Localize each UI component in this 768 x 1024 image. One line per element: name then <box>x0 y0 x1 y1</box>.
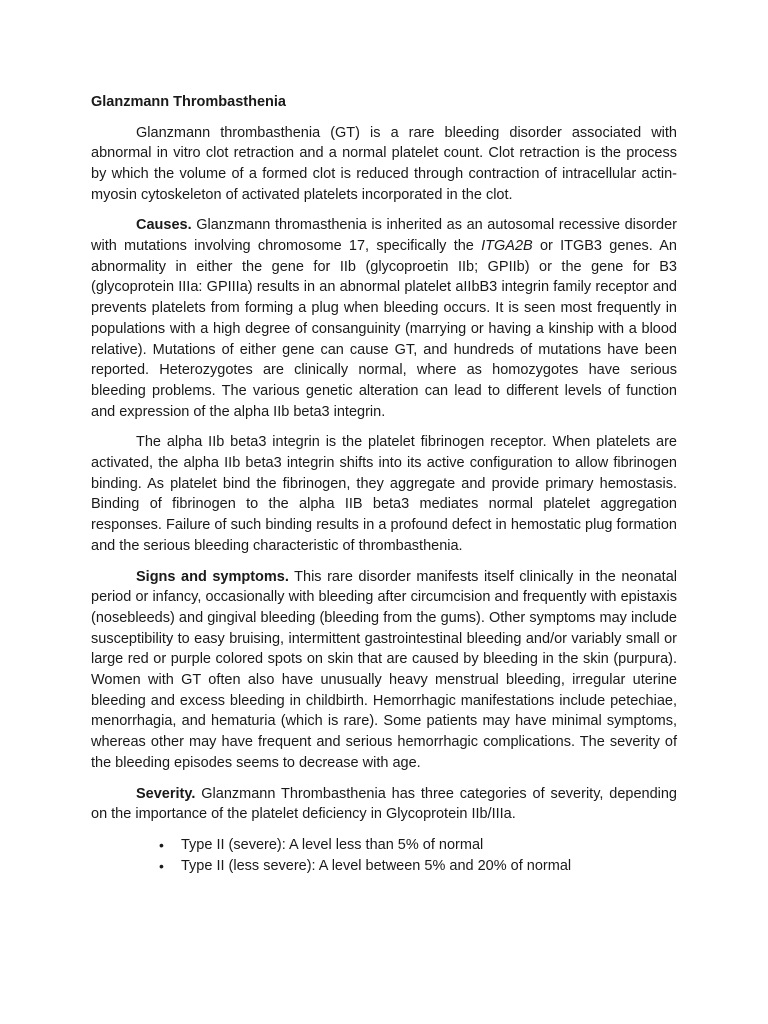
list-item <box>159 835 677 856</box>
severity-heading: Severity. <box>136 785 196 802</box>
list-item-text: Type II (less severe): A level between 5% and 20% of normal <box>181 857 572 874</box>
document-title: Glanzmann Thrombasthenia <box>91 94 286 110</box>
signs-heading: Signs and symptoms. <box>136 568 289 585</box>
signs-text: This rare disorder manifests itself clinically in the neonatal period or infancy, occasionally with bleeding after circumcision and frequently with epistaxis (nosebleeds) and gingival bleeding (bleeding from the gums). Other symptoms may include susceptibility to easy bruising, intermittent gastrointestinal bleeding and/or variably small or large red or purple colored spots on skin that are caused by bleeding in the skin (purpura). Women with GT often also have unusually heavy menstrual bleeding, irregular uterine bleeding and excess bleeding in childbirth. Hemorrhagic manifestations include petechiae, menorrhagia, and hematuria (which is rare). Some patients may have minimal symptoms, whereas other may have frequent and serious hemorrhagic complications. The severity of the bleeding episodes seems to decrease with age. <box>91 568 677 771</box>
list-item <box>159 856 677 877</box>
list-item-text: Type II (severe): A level less than 5% of normal <box>181 837 484 853</box>
intro-paragraph: Glanzmann thrombasthenia (GT) is a rare bleeding disorder associated with abnormal in vitro clot retraction and a normal platelet count. Clot retraction is the process by which the volume of a formed clot is reduced through contraction of intracellular actin-myosin cytoskeleton of activated platelets incorporated in the clot. <box>91 124 677 203</box>
causes-text-1: Glanzmann thromasthenia is inherited as an autosomal recessive disorder with mutations involving chromosome 17, specifically the <box>91 217 677 255</box>
causes-text-2: or ITGB3 genes. An abnormality in either the gene for IIb (glycoproetin IIb; GPIIb) or the gene for B3 (glycoprotein IIIa: GPIIIa) results in an abnormal platelet aIIbB3 integrin family receptor and prevents platelets from forming a plug when bleeding occurs. It is seen most frequently in populations with a high degree of consanguinity (marrying or having a kinship with a blood relative). Mutations of either gene can cause GT, and hundreds of mutations have been reported. Heterozygotes are clinically normal, where as homozygotes have serious bleeding problems. The various genetic alteration can lead to different levels of function and expression of the alpha IIb beta3 integrin. <box>91 238 677 420</box>
severity-list <box>91 835 677 876</box>
document-page <box>91 92 677 876</box>
bullet-icon: • <box>159 837 164 853</box>
integrin-paragraph: The alpha IIb beta3 integrin is the platelet fibrinogen receptor. When platelets are activated, the alpha IIb beta3 integrin shifts into its active configuration to allow fibrinogen binding. As platelet bind the fibrinogen, they aggregate and provide primary hemostasis. Binding of fibrinogen to the alpha IIB beta3 mediates normal platelet aggregation responses. Failure of such binding results in a profound defect in hemostatic plug formation and the serious bleeding characteristic of thrombasthenia. <box>91 434 677 554</box>
severity-text: Glanzmann Thrombasthenia has three categories of severity, depending on the importance of the platelet deficiency in Glycoprotein IIb/IIIa. <box>91 785 677 823</box>
severity-paragraph <box>91 784 677 825</box>
bullet-icon: • <box>159 857 164 874</box>
gene-name-italic: ITGA2B <box>481 238 533 255</box>
signs-paragraph <box>91 567 677 774</box>
causes-heading: Causes. <box>136 217 192 234</box>
causes-paragraph <box>91 215 677 422</box>
